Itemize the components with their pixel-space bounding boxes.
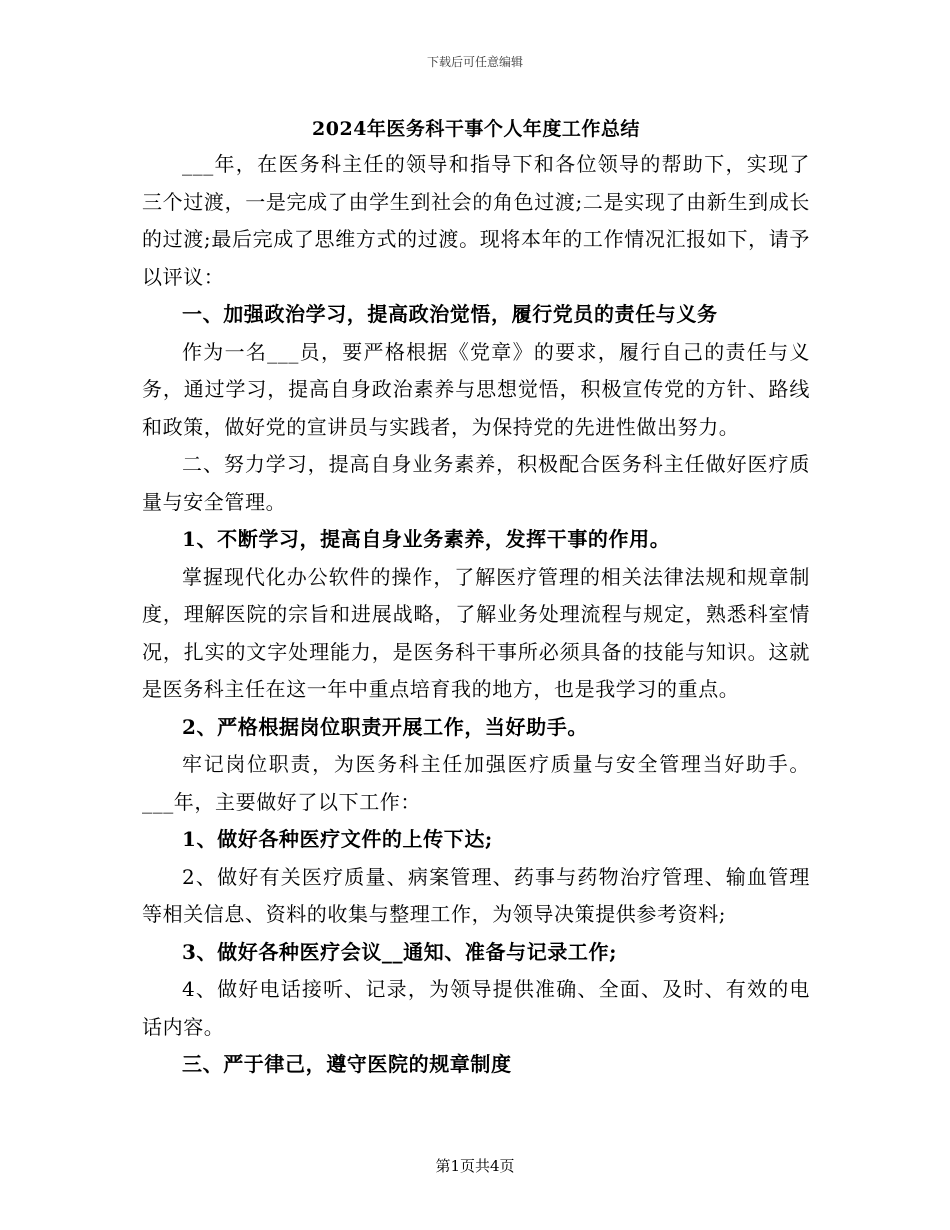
- page-number: 第1页共4页: [435, 1157, 515, 1175]
- paragraph: 2、做好有关医疗质量、病案管理、药事与药物治疗管理、输血管理等相关信息、资料的收集与整理工作，为领导决策提供参考资料;: [142, 864, 810, 926]
- document-body: [142, 112, 810, 1084]
- paragraph: 作为一名___员，要严格根据《党章》的要求，履行自己的责任与义务，通过学习，提高自身政治素养与思想觉悟，积极宣传党的方针、路线和政策，做好党的宣讲员与实践者，为保持党的先进性做出努力。: [142, 339, 810, 439]
- paragraph: ___年，在医务科主任的领导和指导下和各位领导的帮助下，实现了三个过渡，一是完成了由学生到社会的角色过渡;二是实现了由新生到成长的过渡;最后完成了思维方式的过渡。现将本年的工作情况汇报如下，请予以评议：: [142, 152, 810, 289]
- section-heading: 1、做好各种医疗文件的上传下达;: [182, 827, 493, 851]
- section-heading: 1、不断学习，提高自身业务素养，发挥干事的作用。: [182, 527, 671, 551]
- section-heading: 三、严于律己，遵守医院的规章制度: [182, 1052, 512, 1076]
- section-heading: 2、严格根据岗位职责开展工作，当好助手。: [182, 714, 588, 739]
- paragraph: 二、努力学习，提高自身业务素养，积极配合医务科主任做好医疗质量与安全管理。: [142, 452, 810, 514]
- paragraph: 牢记岗位职责，为医务科主任加强医疗质量与安全管理当好助手。___年，主要做好了以下工作：: [142, 752, 810, 814]
- paragraph-list: [142, 146, 810, 1084]
- document-title: 2024年医务科干事个人年度工作总结: [312, 118, 640, 140]
- page-header: 下载后可任意编辑: [426, 55, 523, 69]
- paragraph: 4、做好电话接听、记录，为领导提供准确、全面、及时、有效的电话内容。: [142, 977, 810, 1039]
- section-heading: 3、做好各种医疗会议__通知、准备与记录工作;: [182, 939, 618, 964]
- paragraph: 掌握现代化办公软件的操作，了解医疗管理的相关法律法规和规章制度，理解医院的宗旨和进展战略，了解业务处理流程与规定，熟悉科室情况，扎实的文字处理能力，是医务科干事所必须具备的技能与知识。这就是医务科主任在这一年中重点培育我的地方，也是我学习的重点。: [142, 564, 810, 701]
- section-heading: 一、加强政治学习，提高政治觉悟，履行党员的责任与义务: [182, 302, 718, 326]
